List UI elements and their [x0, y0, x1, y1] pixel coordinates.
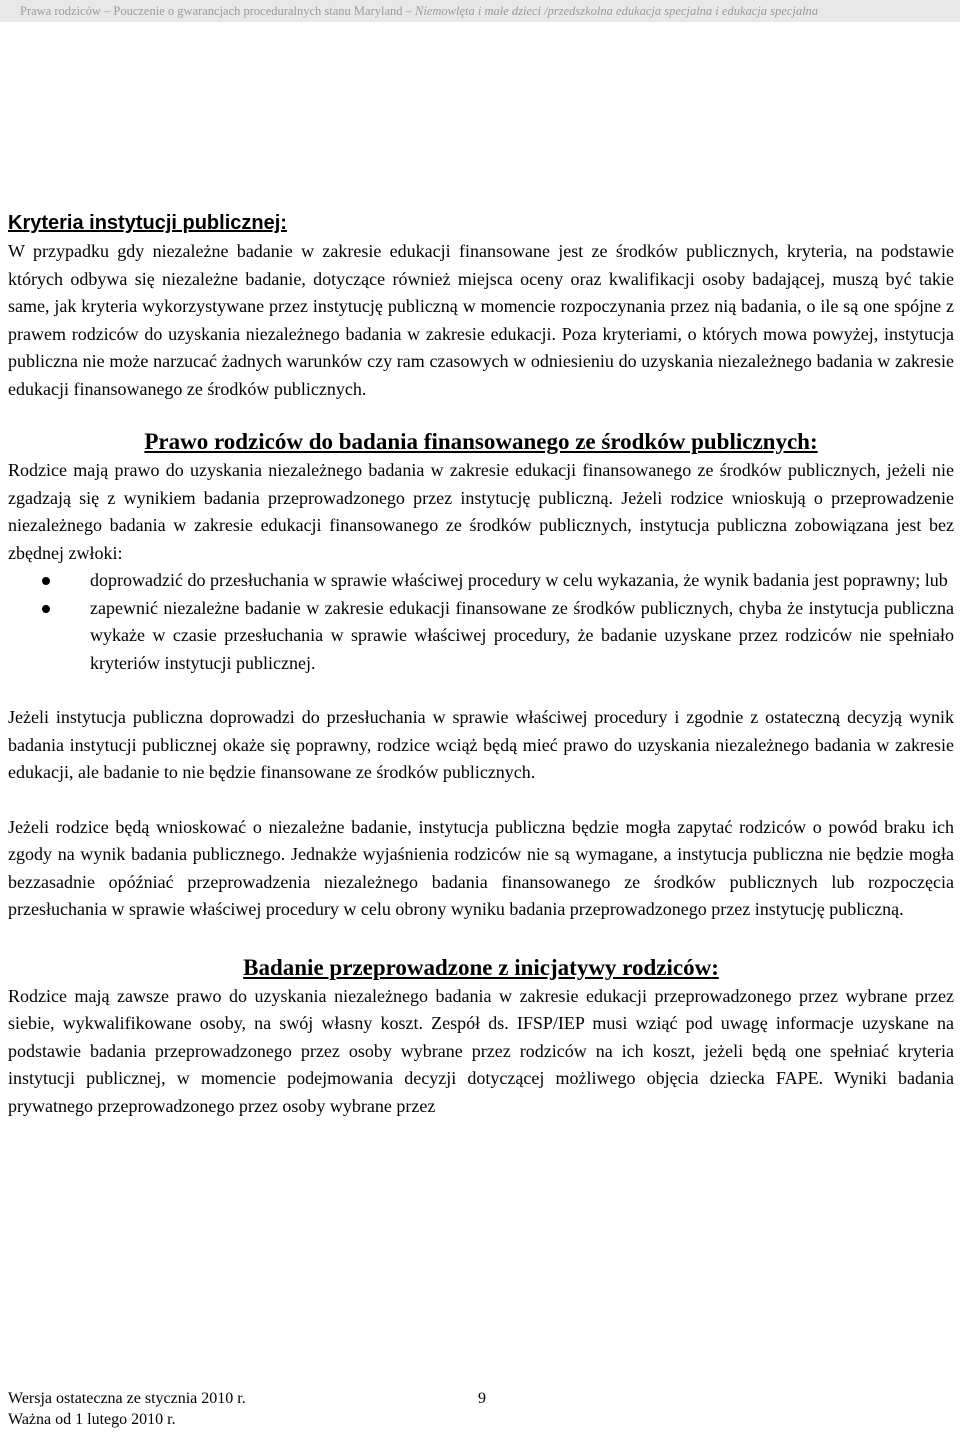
header-left: Prawa rodziców – Pouczenie o gwarancjach proceduralnych stanu Maryland –	[20, 4, 415, 18]
paragraph-reason-request: Jeżeli rodzice będą wnioskować o niezależne badanie, instytucja publiczna będzie mogła zapytać rodziców o powód braku ich zgody na wynik badania publicznego. Jednakże wyjaśnienia rodziców nie są wymagane, a instytucja publiczna nie będzie mogła bezzasadnie opóźniać przeprowadzenia niezależnego badania finansowanego ze środków publicznych lub rozpoczęcia przesłuchania w sprawie właściwej procedury w celu obrony wyniku badania przeprowadzonego przez instytucję publiczną.	[8, 816, 954, 919]
list-item	[8, 595, 954, 678]
heading-text: Badanie przeprowadzone z inicjatywy rodziców	[243, 954, 712, 980]
heading-colon: :	[809, 429, 818, 454]
list-item-text: zapewnić niezależne badanie w zakresie edukacji finansowane ze środków publicznych, chyba że instytucja publiczna wykaże w czasie przesłuchania w sprawie właściwej procedury, że badanie uzyskane przez rodziców nie spełniało kryteriów instytucji publicznej.	[90, 597, 954, 673]
footer-valid-from: Ważna od 1 lutego 2010 r.	[8, 1411, 176, 1428]
list-item	[8, 567, 954, 595]
footer-version: Wersja ostateczna ze stycznia 2010 r.	[8, 1390, 246, 1407]
bullet-list	[8, 567, 954, 677]
section-heading-public-criteria: Kryteria instytucji publicznej:	[8, 212, 287, 234]
bullet-icon	[42, 605, 50, 613]
paragraph-parent-initiated: Rodzice mają zawsze prawo do uzyskania niezależnego badania w zakresie edukacji przeprowadzonego przez wybrane przez siebie, wykwalifikowane osoby, na swój własny koszt. Zespół ds. IFSP/IEP musi wziąć pod uwagę informacje uzyskane na podstawie badania przeprowadzonego przez osoby wybrane przez rodziców na ich koszt, jeżeli będą one spełniać kryteria instytucji publicznej, w momencie podejmowania decyzji dotyczącej możliwego objęcia dziecka FAPE. Wyniki badania prywatnego przeprowadzonego przez osoby wybrane przez	[8, 985, 954, 1116]
paragraph-parent-right: Rodzice mają prawo do uzyskania niezależnego badania w zakresie edukacji finansowanego ze środków publicznych, jeżeli nie zgadzają się z wynikiem badania przeprowadzonego przez instytucję publiczną. Jeżeli rodzice wnioskują o przeprowadzenie niezależnego badania w zakresie edukacji finansowanego ze środków publicznych, instytucja publiczna zobowiązana jest bez zbędnej zwłoki:	[8, 460, 954, 563]
paragraph-public-criteria: W przypadku gdy niezależne badanie w zakresie edukacji finansowane jest ze środków publicznych, kryteria, na podstawie których odbywa się niezależne badanie, dotyczące również miejsca oceny oraz kwalifikacji osoby badającej, muszą być takie same, jak kryteria wykorzystywane przez instytucję publiczną w momencie rozpoczynania przez nią badania, o ile są one spójne z prawem rodziców do uzyskania niezależnego badania w zakresie edukacji. Poza kryteriami, o których mowa powyżej, instytucja publiczna nie może narzucać żadnych warunków czy ram czasowych w odniesieniu do uzyskania niezależnego badania w zakresie edukacji finansowanego ze środków publicznych.	[8, 241, 954, 399]
section-heading-parent-initiated	[8, 953, 954, 983]
section-heading-parent-right	[8, 427, 954, 457]
heading-colon: :	[711, 954, 719, 980]
running-header	[0, 0, 960, 22]
header-right: Niemowlęta i małe dzieci /przedszkolna edukacja specjalna i edukacja specjalna	[415, 4, 819, 18]
list-item-text: doprowadzić do przesłuchania w sprawie właściwej procedury w celu wykazania, że wynik badania jest poprawny; lub	[90, 570, 948, 590]
heading-text: Prawo rodziców do badania finansowanego ze środków publicznych	[144, 429, 810, 454]
bullet-icon	[42, 577, 50, 585]
page-footer	[8, 1388, 954, 1430]
document-body	[8, 208, 954, 1120]
paragraph-hearing-outcome: Jeżeli instytucja publiczna doprowadzi do przesłuchania w sprawie właściwej procedury i zgodnie z ostateczną decyzją wynik badania instytucji publicznej okaże się poprawny, rodzice wciąż będą mieć prawo do uzyskania niezależnego badania w zakresie edukacji, ale badanie to nie będzie finansowane ze środków publicznych.	[8, 707, 954, 782]
page-number: 9	[478, 1390, 486, 1407]
